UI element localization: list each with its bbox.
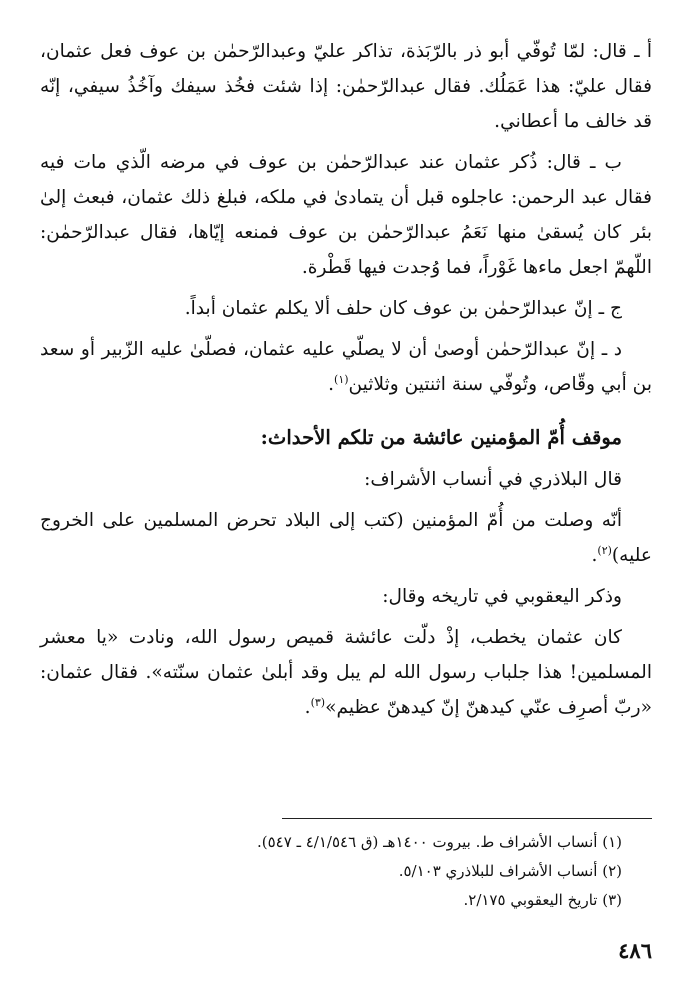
baladhuri-quote-period: . bbox=[591, 545, 598, 566]
section-heading: موقف أُمّ المؤمنين عائشة من تلكم الأحداث: bbox=[260, 426, 622, 449]
paragraph-d-text: د ـ إنّ عبدالرّحمٰن أوصىٰ أن لا يصلّي عليه عثمان، فصلّىٰ عليه الزّبير أو سعد بن أبي وقّاص، وتُوفّي سنة اثنتين وثلاثين bbox=[40, 339, 652, 395]
baladhuri-intro: قال البلاذري في أنساب الأشراف: bbox=[364, 469, 622, 490]
baladhuri-quote bbox=[40, 503, 652, 573]
paragraph-b: ب ـ قال: ذُكر عثمان عند عبدالرّحمٰن بن عوف في مرضه الّذي مات فيه فقال عبد الرحمن: عاجلوه قبل أن يتمادىٰ في ملكه، فبلغ ذلك عثمان، فبعث إلىٰ بئر كان يُسقىٰ منها نَعَمُ عبدالرّحمٰن بن عوف فمنعه إيّاها، فقال عبدالرّحمٰن: اللّهمّ اجعل ماءها غَوْراً، فما وُجدت فيها قَطْرة. bbox=[40, 152, 652, 278]
page-number: ٤٨٦ bbox=[618, 938, 652, 963]
paragraph-a: أ ـ قال: لمّا تُوفّي أبو ذر بالرّبَذة، تذاكر عليّ وعبدالرّحمٰن بن عوف فعل عثمان، فقال عليّ: هذا عَمَلُك. فقال عبدالرّحمٰن: إذا شئت فخُذ سيفك وآخُذُ سيفي، إنّه قد خالف ما أعطاني. bbox=[40, 41, 652, 132]
paragraph-d-period: . bbox=[328, 374, 335, 395]
footnote-mark-2: (٢) bbox=[597, 543, 612, 557]
yaqubi-quote bbox=[40, 620, 652, 725]
yaqubi-intro: وذكر اليعقوبي في تاريخه وقال: bbox=[382, 586, 622, 607]
baladhuri-quote-text: أنّه وصلت من أُمّ المؤمنين (كتب إلى البلاد تحرض المسلمين على الخروج عليه) bbox=[40, 510, 652, 566]
footnote-mark-3: (٣) bbox=[310, 695, 326, 709]
yaqubi-quote-text: كان عثمان يخطب، إذْ دلّت عائشة قميص رسول الله، ونادت «يا معشر المسلمين! هذا جلباب رسول الله لم يبل وقد أبلىٰ عثمان سنّته». فقال عثمان: «ربّ أصرِف عنّي كيدهنّ إنّ كيدهنّ عظيم» bbox=[40, 627, 652, 718]
page-body bbox=[40, 34, 652, 731]
paragraph-d bbox=[40, 332, 652, 402]
paragraph-c: ج ـ إنّ عبدالرّحمٰن بن عوف كان حلف ألا يكلم عثمان أبداً. bbox=[184, 298, 622, 319]
footnote-mark-1: (١) bbox=[334, 372, 349, 386]
footnote-divider bbox=[282, 818, 652, 819]
footnote-1: (١) أنساب الأشراف ط. بيروت ١٤٠٠هـ (ق ٤/١/٥٤٦ ـ ٥٤٧). bbox=[257, 833, 622, 851]
footnote-2: (٢) أنساب الأشراف للبلاذري ٥/١٠٣. bbox=[398, 862, 622, 880]
yaqubi-quote-period: . bbox=[304, 697, 311, 718]
footnotes bbox=[40, 828, 622, 915]
footnote-3: (٣) تاريخ اليعقوبي ٢/١٧٥. bbox=[463, 891, 622, 909]
